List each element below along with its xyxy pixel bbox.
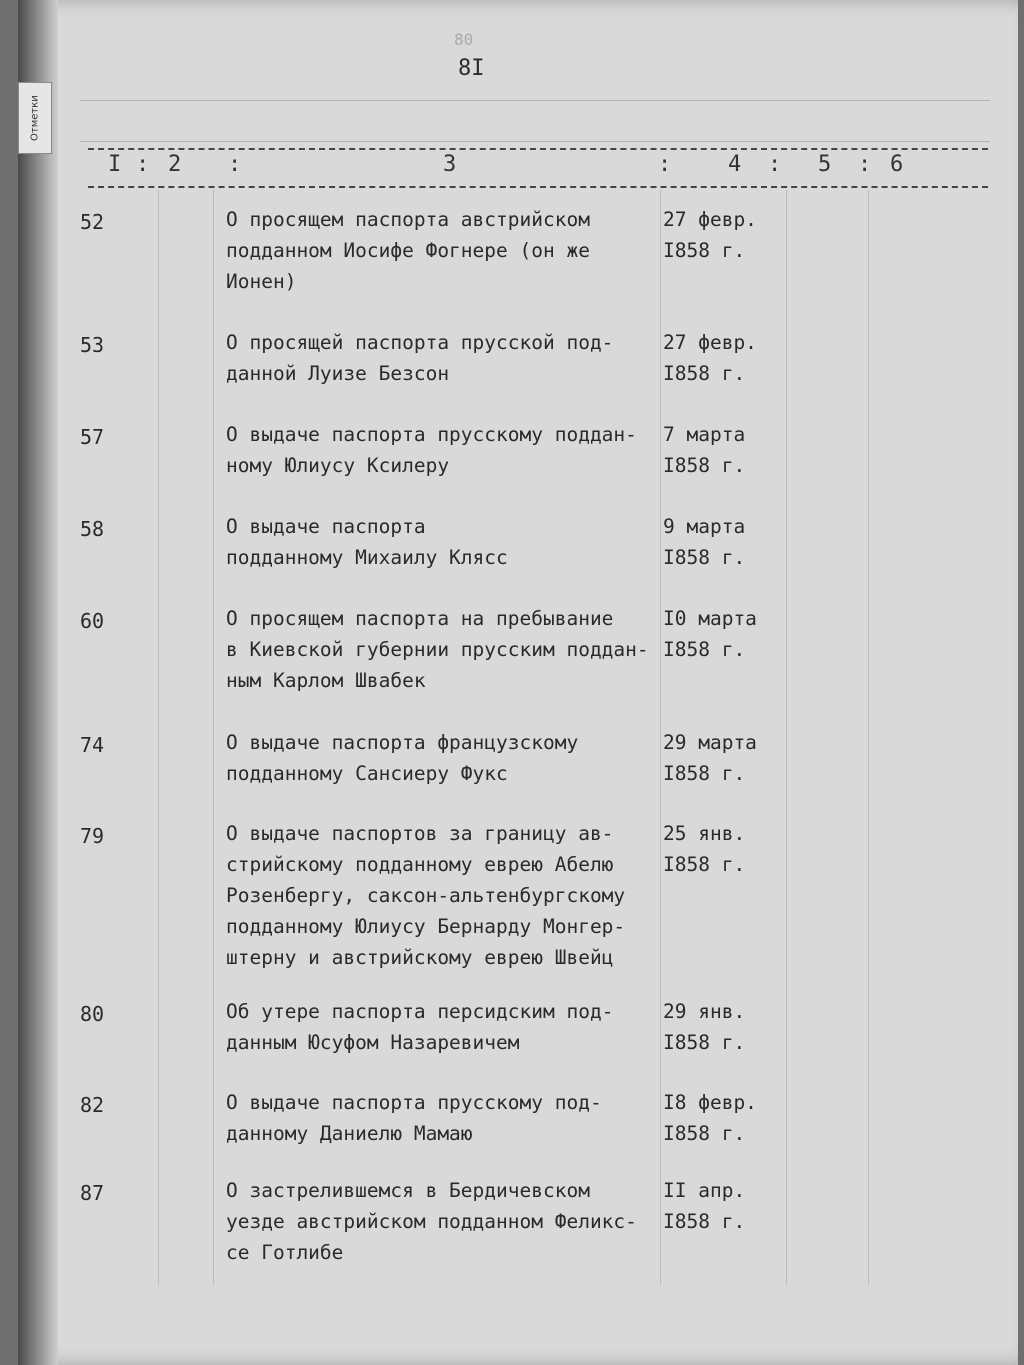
entry-date: 7 марта I858 г. <box>663 423 746 477</box>
column-number-5: 5 <box>818 152 832 177</box>
entry-number: 60 <box>80 609 105 633</box>
column-number-3: 3 <box>443 152 457 177</box>
column-divider <box>786 190 787 1285</box>
entry-date: 29 янв. I858 г. <box>663 1000 746 1054</box>
column-separator: : <box>768 152 782 177</box>
entry-number: 82 <box>80 1093 105 1117</box>
column-divider <box>868 190 869 1285</box>
entry-number: 80 <box>80 1002 105 1026</box>
entry-date: 29 марта I858 г. <box>663 731 757 785</box>
entry-number: 79 <box>80 824 105 848</box>
entry-description: О выдаче паспорта прусскому поддан- ному Юлиусу Ксилеру <box>226 423 637 477</box>
entry-date: 25 янв. I858 г. <box>663 822 746 876</box>
entry-number: 74 <box>80 733 105 757</box>
entry-description: О просящей паспорта прусской под- данной Луизе Безсон <box>226 331 614 385</box>
entry-number: 87 <box>80 1181 105 1205</box>
entry-description: О просящем паспорта австрийском подданном Иосифе Фогнере (он же Ионен) <box>226 208 590 293</box>
entry-number: 53 <box>80 333 105 357</box>
entry-date: 27 февр. I858 г. <box>663 208 757 262</box>
column-separator: : <box>228 152 242 177</box>
bleed-through-number: 80 <box>454 30 474 49</box>
entry-number: 58 <box>80 517 105 541</box>
column-number-4: 4 <box>728 152 742 177</box>
header-rule-bottom <box>88 186 988 188</box>
entry-description: О застрелившемся в Бердичевском уезде австрийском подданном Феликс- се Готлибе <box>226 1179 637 1264</box>
page-number: 8I <box>458 56 485 81</box>
entry-date: I0 марта I858 г. <box>663 607 757 661</box>
column-divider <box>158 190 159 1285</box>
faint-table-header <box>80 100 990 142</box>
entry-description: О выдаче паспортов за границу ав- стрийскому подданному еврею Абелю Розенбергу, саксон-альтенбургскому подданному Юлиусу Бернарду Монгер- штерну и австрийскому еврею Швейц <box>226 822 626 969</box>
margin-tab-label: Отметки <box>18 82 52 154</box>
entry-date: I8 февр. I858 г. <box>663 1091 757 1145</box>
entry-date: II апр. I858 г. <box>663 1179 746 1233</box>
header-rule-top <box>88 148 988 150</box>
entry-number: 52 <box>80 210 105 234</box>
entry-description: О выдаче паспорта французскому подданному Сансиеру Фукс <box>226 731 579 785</box>
column-separator: : <box>858 152 872 177</box>
column-number-2: 2 <box>168 152 182 177</box>
column-divider <box>213 190 214 1285</box>
entry-number: 57 <box>80 425 105 449</box>
entry-description: О выдаче паспорта подданному Михаилу Клясс <box>226 515 508 569</box>
entry-date: 9 марта I858 г. <box>663 515 746 569</box>
entry-date: 27 февр. I858 г. <box>663 331 757 385</box>
entry-description: О выдаче паспорта прусскому под- данному Даниелю Мамаю <box>226 1091 602 1145</box>
entry-description: Об утере паспорта персидским под- данным Юсуфом Назаревичем <box>226 1000 614 1054</box>
document-page <box>18 0 1018 1365</box>
book-spine <box>18 0 58 1365</box>
column-separator: : <box>136 152 150 177</box>
column-number-1: I <box>108 152 122 177</box>
column-number-6: 6 <box>890 152 904 177</box>
column-separator: : <box>658 152 672 177</box>
entry-description: О просящем паспорта на пребывание в Киевской губернии прусским поддан- ным Карлом Швабек <box>226 607 649 692</box>
